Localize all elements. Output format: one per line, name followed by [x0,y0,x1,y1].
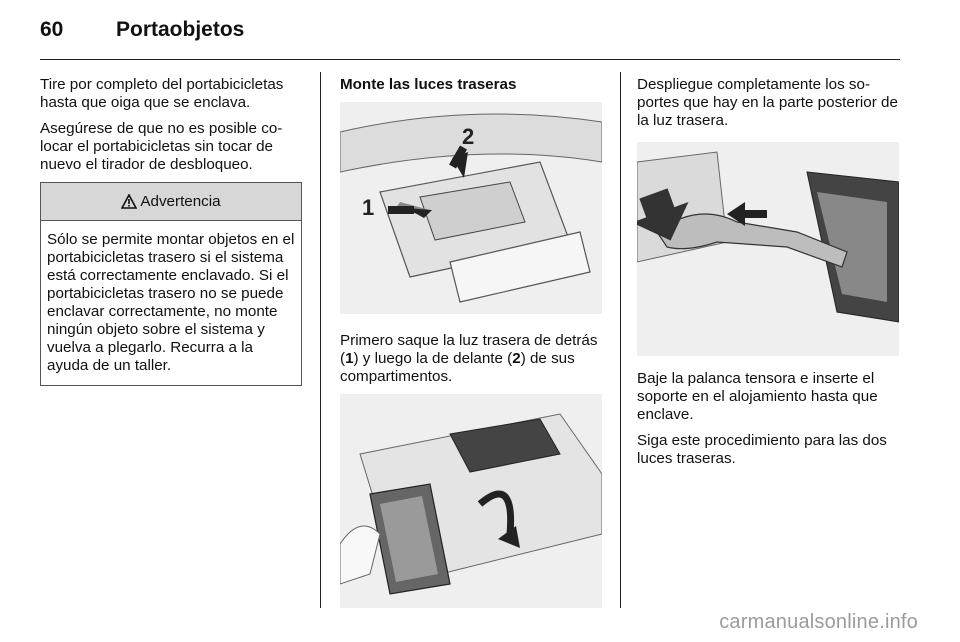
watermark: carmanualsonline.info [719,611,918,633]
illustration-drawing [340,102,602,314]
page-header [40,18,244,48]
paragraph: Baje la palanca tensora e inserte el soporte en el alojamiento hasta que enclave. [637,370,878,423]
column-left [40,76,302,386]
illustration-taillight-removal [340,102,602,314]
column-divider [320,72,321,608]
illustration-drawing [340,394,602,608]
column-right [637,76,903,476]
illustration-drawing [637,142,899,356]
paragraph: Despliegue completamente los soportes que hay en la parte posterior de la luz trasera. [637,76,898,129]
warning-box [40,182,302,386]
column-middle [340,76,602,608]
warning-text: Sólo se permite montar objetos en el portabicicletas trasero si el sistema está correctamente enclavado. Si el portabicicletas trasero no se puede enclavar correctamente, no monte ningún objeto sobre el sistema y vuelva a plegarlo. Recurra a la ayuda de un taller. [47,231,295,374]
figure-label: 2 [462,124,475,149]
paragraph: Asegúrese de que no es posible colocar el portabicicletas sin tocar de nuevo el tirador de desbloqueo. [40,120,283,173]
figure-caption: Primero saque la luz trasera de detrás (1) y luego la de delante (2) de sus compartimentos. [340,332,598,385]
page-number: 60 [40,18,64,41]
illustration-taillight-folding [340,394,602,608]
warning-triangle-icon [121,194,137,209]
column-divider [620,72,621,608]
paragraph: Siga este procedimiento para las dos luces traseras. [637,432,887,467]
subheading: Monte las luces traseras [340,76,517,93]
paragraph: Tire por completo del portabicicletas hasta que oiga que se enclava. [40,76,284,111]
figure-label: 1 [362,195,375,220]
header-rule [40,59,900,60]
illustration-support-insert [637,142,899,356]
section-title: Portaobjetos [116,18,245,41]
warning-title: Advertencia [140,192,221,210]
warning-header [41,183,301,221]
